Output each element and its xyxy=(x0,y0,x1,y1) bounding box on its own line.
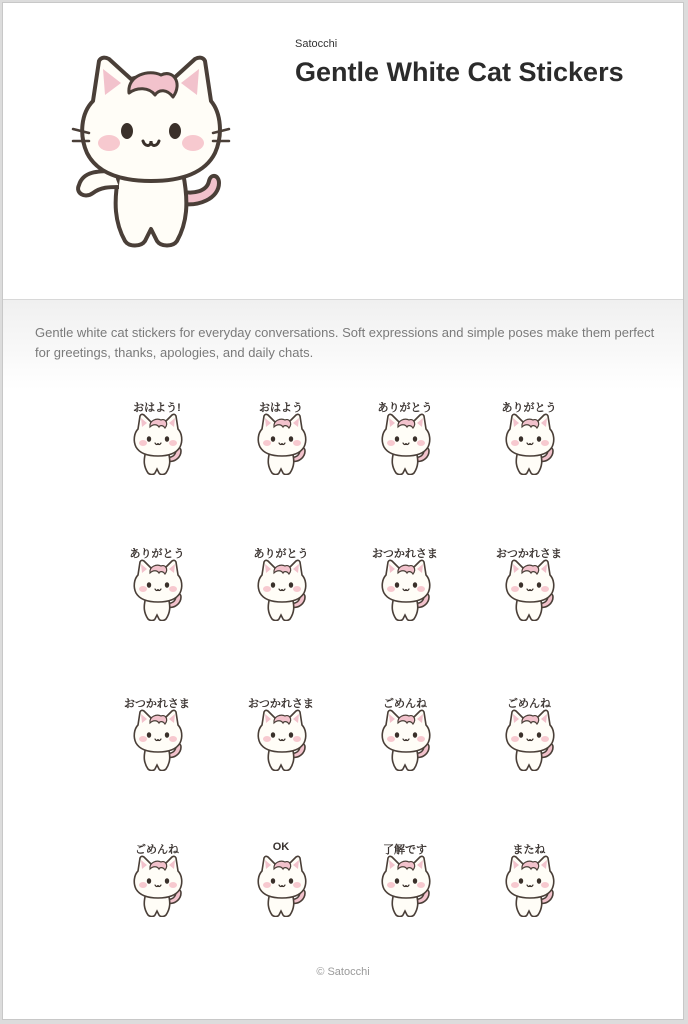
sticker-item[interactable] xyxy=(355,841,455,931)
sticker-label: おつかれさま xyxy=(248,698,314,710)
header xyxy=(3,3,683,300)
author-name[interactable]: Satocchi xyxy=(295,38,338,50)
sticker-item[interactable] xyxy=(479,841,579,931)
page-title: Gentle White Cat Stickers xyxy=(295,57,624,87)
sticker-label: ありがとう xyxy=(253,548,309,560)
sticker-label: OK xyxy=(272,841,290,853)
sticker-item[interactable] xyxy=(107,545,207,635)
sticker-item[interactable] xyxy=(231,841,331,931)
sticker-item[interactable] xyxy=(355,695,455,785)
sticker-label: おはよう xyxy=(259,402,303,414)
sticker-label: ごめんね xyxy=(507,698,551,710)
sticker-label: おつかれさま xyxy=(124,698,190,710)
sticker-label: ありがとう xyxy=(501,402,557,414)
sticker-item[interactable] xyxy=(355,399,455,489)
sticker-item[interactable] xyxy=(107,695,207,785)
sticker-label: ありがとう xyxy=(129,548,185,560)
sticker-item[interactable] xyxy=(479,695,579,785)
sticker-label: おはよう! xyxy=(133,402,181,414)
white-cat-waving-icon xyxy=(69,53,233,249)
sticker-label: ありがとう xyxy=(377,402,433,414)
sticker-label: ごめんね xyxy=(135,844,179,856)
footer-copyright: © Satocchi xyxy=(316,966,370,978)
sticker-page xyxy=(2,2,684,1020)
sticker-label: おつかれさま xyxy=(496,548,562,560)
sticker-item[interactable] xyxy=(107,841,207,931)
sticker-item[interactable] xyxy=(231,399,331,489)
sticker-label: 了解です xyxy=(383,844,427,856)
description: Gentle white cat stickers for everyday conversations. Soft expressions and simple poses make them perfect for greetings, thanks, apologies, and daily chats. xyxy=(35,325,655,360)
sticker-item[interactable] xyxy=(479,399,579,489)
sticker-label: ごめんね xyxy=(383,698,427,710)
sticker-item[interactable] xyxy=(231,695,331,785)
sticker-item[interactable] xyxy=(107,399,207,489)
sticker-label: おつかれさま xyxy=(372,548,438,560)
sticker-item[interactable] xyxy=(355,545,455,635)
sticker-item[interactable] xyxy=(479,545,579,635)
sticker-item[interactable] xyxy=(231,545,331,635)
sticker-label: またね xyxy=(512,844,546,856)
